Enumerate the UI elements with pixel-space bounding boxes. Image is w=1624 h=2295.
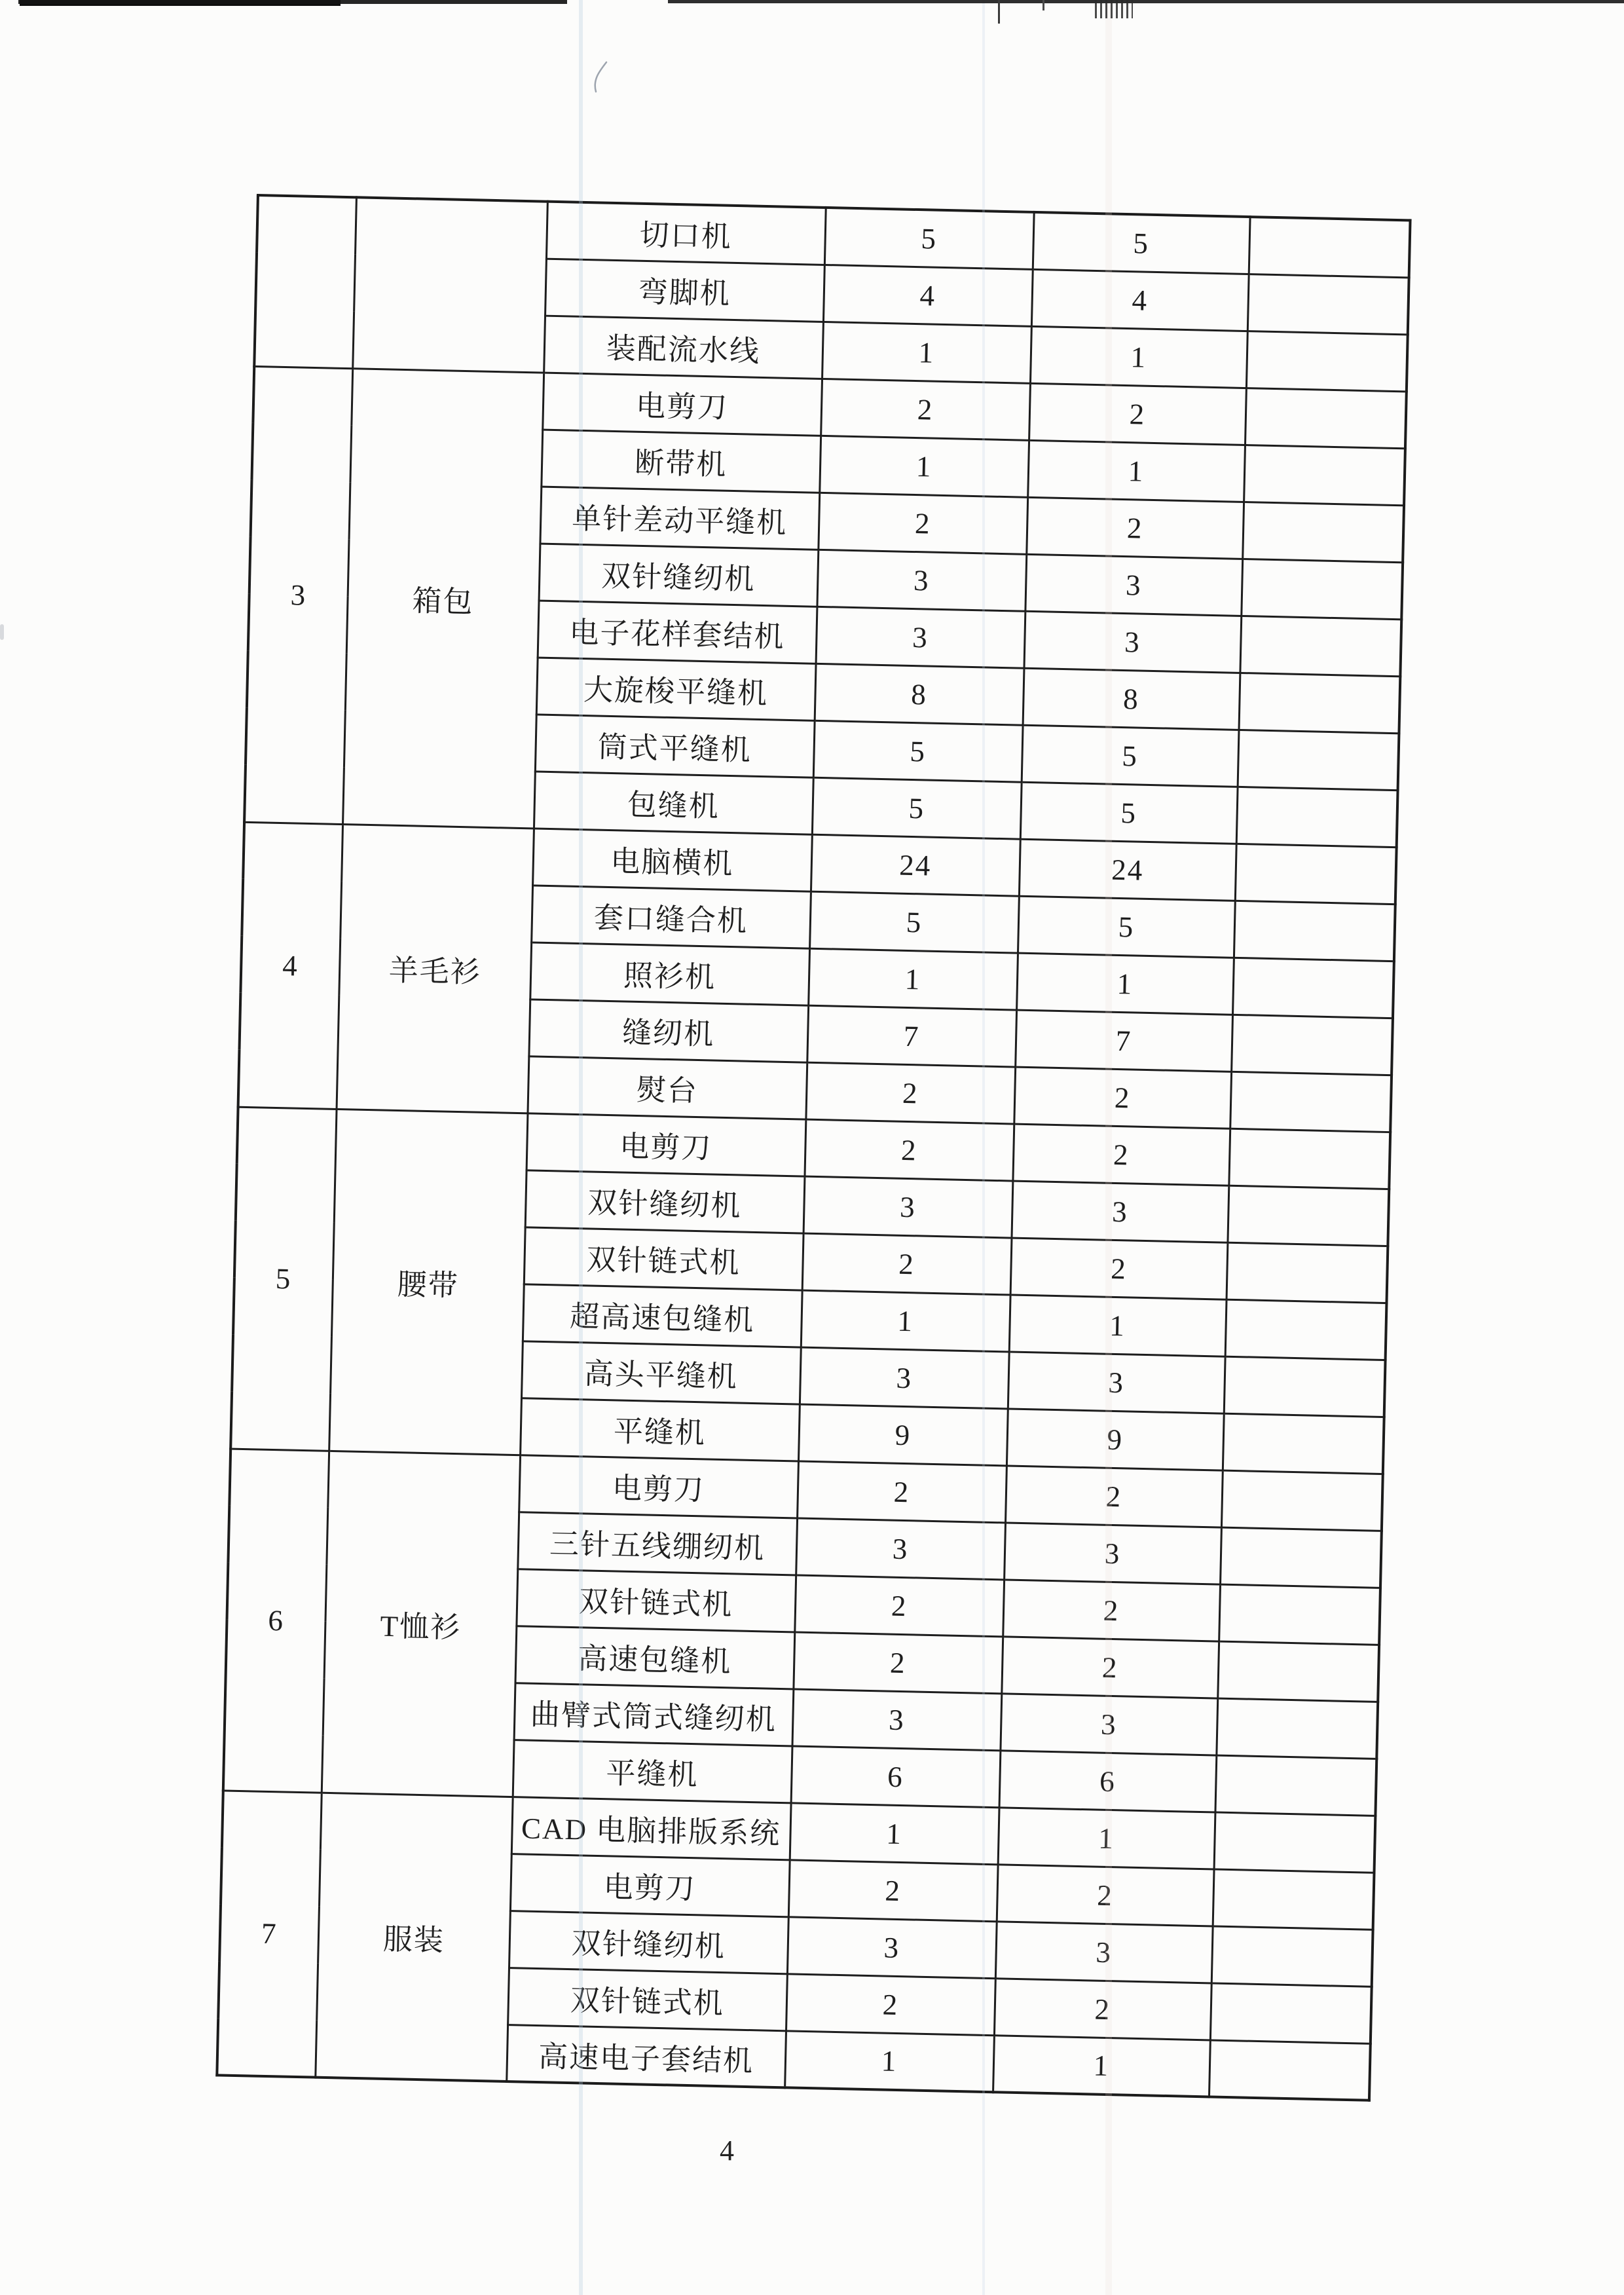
- note-cell: [1221, 1470, 1383, 1531]
- equipment-name-cell: 切口机: [546, 202, 826, 265]
- equipment-name-cell: 电子花样套结机: [538, 601, 817, 663]
- quantity-cell: 2: [804, 1119, 1014, 1181]
- equipment-name-cell: 缝纫机: [528, 999, 808, 1062]
- quantity-cell: 6: [999, 1750, 1217, 1812]
- note-cell: [1217, 1641, 1379, 1702]
- quantity-cell: 1: [819, 436, 1029, 497]
- note-cell: [1214, 1812, 1376, 1873]
- group-number-cell: [254, 195, 356, 368]
- quantity-cell: 3: [792, 1689, 1002, 1750]
- quantity-cell: 2: [1005, 1465, 1223, 1527]
- quantity-cell: 3: [803, 1176, 1013, 1238]
- note-cell: [1225, 1299, 1387, 1360]
- quantity-cell: 24: [1019, 839, 1236, 901]
- equipment-name-cell: 电脑横机: [532, 828, 812, 891]
- note-cell: [1219, 1584, 1380, 1645]
- quantity-cell: 7: [1015, 1010, 1232, 1072]
- quantity-cell: 4: [1031, 269, 1249, 331]
- quantity-cell: 1: [784, 2030, 994, 2092]
- note-cell: [1247, 274, 1409, 334]
- note-cell: [1246, 331, 1408, 391]
- quantity-cell: 1: [1027, 440, 1245, 502]
- quantity-cell: 3: [1000, 1693, 1217, 1755]
- quantity-cell: 1: [993, 2035, 1210, 2097]
- equipment-name-cell: 电剪刀: [526, 1113, 806, 1176]
- note-cell: [1235, 844, 1397, 904]
- equipment-name-cell: 包缝机: [534, 771, 813, 834]
- note-cell: [1242, 502, 1404, 562]
- quantity-cell: 2: [1001, 1636, 1219, 1698]
- quantity-cell: 2: [793, 1632, 1003, 1693]
- equipment-name-cell: 双针缝纫机: [509, 1911, 788, 1973]
- quantity-cell: 1: [801, 1290, 1010, 1352]
- equipment-name-cell: 单针差动平缝机: [540, 487, 819, 550]
- group-number-cell: 3: [244, 366, 352, 824]
- note-cell: [1213, 1869, 1375, 1929]
- quantity-cell: 2: [1010, 1238, 1228, 1299]
- scan-top-edge-right: [668, 0, 1624, 3]
- scan-top-edge-left: [18, 0, 567, 4]
- quantity-cell: 3: [787, 1916, 997, 1978]
- quantity-cell: 2: [805, 1062, 1015, 1124]
- equipment-name-cell: 电剪刀: [542, 373, 822, 436]
- equipment-name-cell: 平缝机: [513, 1740, 792, 1802]
- equipment-name-cell: 高速电子套结机: [506, 2024, 786, 2087]
- note-cell: [1231, 1015, 1393, 1075]
- scan-top-edge-blob: [20, 0, 341, 6]
- note-cell: [1239, 673, 1401, 733]
- quantity-cell: 1: [1016, 953, 1234, 1015]
- quantity-cell: 3: [1024, 611, 1241, 673]
- quantity-cell: 2: [818, 493, 1027, 554]
- equipment-table: [215, 194, 1411, 2102]
- quantity-cell: 9: [798, 1404, 1008, 1466]
- note-cell: [1211, 1926, 1373, 1986]
- note-cell: [1238, 730, 1399, 790]
- note-cell: [1227, 1185, 1389, 1246]
- equipment-name-cell: 电剪刀: [510, 1854, 790, 1916]
- quantity-cell: 3: [800, 1347, 1009, 1409]
- note-cell: [1223, 1413, 1384, 1474]
- page-number: 4: [720, 2135, 734, 2167]
- note-cell: [1210, 1983, 1372, 2043]
- left-edge-smudge: [0, 624, 4, 640]
- quantity-cell: 3: [995, 1921, 1213, 1983]
- quantity-cell: 2: [1003, 1579, 1220, 1641]
- quantity-cell: 5: [1020, 782, 1238, 844]
- group-number-cell: 5: [231, 1107, 336, 1451]
- quantity-cell: 2: [794, 1575, 1004, 1636]
- note-cell: [1209, 2040, 1371, 2100]
- equipment-name-cell: 套口缝合机: [531, 885, 811, 948]
- equipment-name-cell: 大旋梭平缝机: [536, 658, 816, 720]
- note-cell: [1228, 1129, 1390, 1189]
- equipment-name-cell: 曲臂式筒式缝纫机: [514, 1683, 794, 1745]
- quantity-cell: 5: [1033, 212, 1250, 274]
- equipment-name-cell: 双针缝纫机: [525, 1170, 805, 1233]
- quantity-cell: 6: [791, 1745, 1001, 1807]
- equipment-name-cell: 高速包缝机: [515, 1626, 795, 1689]
- note-cell: [1240, 616, 1401, 676]
- note-cell: [1220, 1527, 1382, 1588]
- quantity-cell: 8: [815, 663, 1024, 725]
- note-cell: [1244, 445, 1405, 505]
- equipment-name-cell: 双针链式机: [507, 1968, 787, 2030]
- quantity-cell: 2: [821, 379, 1030, 440]
- equipment-name-cell: 双针缝纫机: [539, 544, 819, 606]
- group-number-cell: 7: [217, 1790, 321, 2077]
- equipment-name-cell: 双针链式机: [524, 1227, 803, 1290]
- equipment-name-cell: 熨台: [527, 1056, 807, 1119]
- note-cell: [1232, 958, 1394, 1018]
- quantity-cell: 1: [808, 948, 1018, 1010]
- note-cell: [1236, 787, 1398, 847]
- equipment-name-cell: 平缝机: [520, 1398, 800, 1461]
- scan-edge-tick: [1043, 0, 1044, 10]
- group-category-cell: 羊毛衫: [337, 824, 534, 1113]
- equipment-name-cell: 断带机: [541, 430, 821, 493]
- group-category-cell: 箱包: [342, 368, 544, 828]
- quantity-cell: 1: [822, 322, 1031, 383]
- note-cell: [1230, 1072, 1392, 1132]
- quantity-cell: 2: [788, 1859, 998, 1921]
- equipment-name-cell: 超高速包缝机: [523, 1284, 802, 1347]
- quantity-cell: 3: [1004, 1522, 1221, 1584]
- quantity-cell: 2: [797, 1461, 1006, 1523]
- quantity-cell: 5: [812, 777, 1022, 839]
- quantity-cell: 24: [811, 834, 1020, 896]
- quantity-cell: 3: [817, 550, 1026, 611]
- quantity-cell: 4: [823, 265, 1033, 326]
- equipment-name-cell: 筒式平缝机: [535, 714, 815, 777]
- quantity-cell: 2: [1014, 1067, 1231, 1129]
- quantity-cell: 5: [1018, 896, 1235, 958]
- scan-barcode-smudge: [1095, 0, 1133, 18]
- equipment-name-cell: 电剪刀: [519, 1455, 798, 1518]
- group-category-cell: [352, 197, 547, 372]
- quantity-cell: 5: [809, 891, 1019, 953]
- equipment-name-cell: 弯脚机: [545, 259, 824, 322]
- quantity-cell: 2: [802, 1233, 1012, 1295]
- quantity-cell: 2: [997, 1864, 1214, 1926]
- quantity-cell: 3: [816, 606, 1025, 668]
- quantity-cell: 5: [824, 208, 1034, 269]
- group-number-cell: 6: [223, 1449, 329, 1793]
- equipment-name-cell: 照衫机: [530, 942, 809, 1005]
- quantity-cell: 1: [998, 1807, 1215, 1869]
- quantity-cell: 2: [1029, 383, 1246, 445]
- equipment-table-body: [217, 195, 1410, 2100]
- quantity-cell: 5: [1022, 725, 1239, 787]
- equipment-name-cell: 三针五线绷纫机: [517, 1512, 797, 1575]
- note-cell: [1227, 1242, 1388, 1303]
- quantity-cell: 2: [1012, 1124, 1230, 1185]
- group-number-cell: 4: [238, 822, 342, 1109]
- quantity-cell: 1: [1030, 326, 1247, 388]
- group-category-cell: T恤衫: [322, 1451, 520, 1797]
- quantity-cell: 1: [790, 1802, 999, 1864]
- note-cell: [1234, 901, 1395, 961]
- note-cell: [1216, 1698, 1378, 1759]
- note-cell: [1215, 1755, 1376, 1816]
- quantity-cell: 2: [994, 1978, 1211, 2040]
- note-cell: [1245, 388, 1407, 448]
- quantity-cell: 2: [1026, 497, 1244, 559]
- quantity-cell: 1: [1009, 1295, 1227, 1356]
- quantity-cell: 7: [807, 1005, 1016, 1067]
- scan-edge-tick: [998, 0, 1000, 24]
- equipment-name-cell: 装配流水线: [544, 316, 823, 379]
- quantity-cell: 3: [1008, 1351, 1225, 1413]
- quantity-cell: 3: [1012, 1181, 1229, 1242]
- equipment-name-cell: 双针链式机: [516, 1569, 796, 1632]
- quantity-cell: 3: [796, 1518, 1005, 1579]
- note-cell: [1224, 1356, 1386, 1417]
- note-cell: [1241, 559, 1403, 619]
- quantity-cell: 2: [786, 1973, 995, 2035]
- quantity-cell: 9: [1006, 1408, 1224, 1470]
- quantity-cell: 8: [1023, 668, 1240, 730]
- group-category-cell: 腰带: [329, 1109, 527, 1455]
- equipment-name-cell: 高头平缝机: [521, 1341, 801, 1404]
- pen-squiggle-artifact: [587, 60, 613, 94]
- quantity-cell: 3: [1025, 554, 1242, 616]
- note-cell: [1249, 217, 1411, 277]
- group-category-cell: 服装: [315, 1793, 512, 2081]
- equipment-name-cell: CAD 电脑排版系统: [511, 1797, 791, 1859]
- quantity-cell: 5: [813, 720, 1023, 782]
